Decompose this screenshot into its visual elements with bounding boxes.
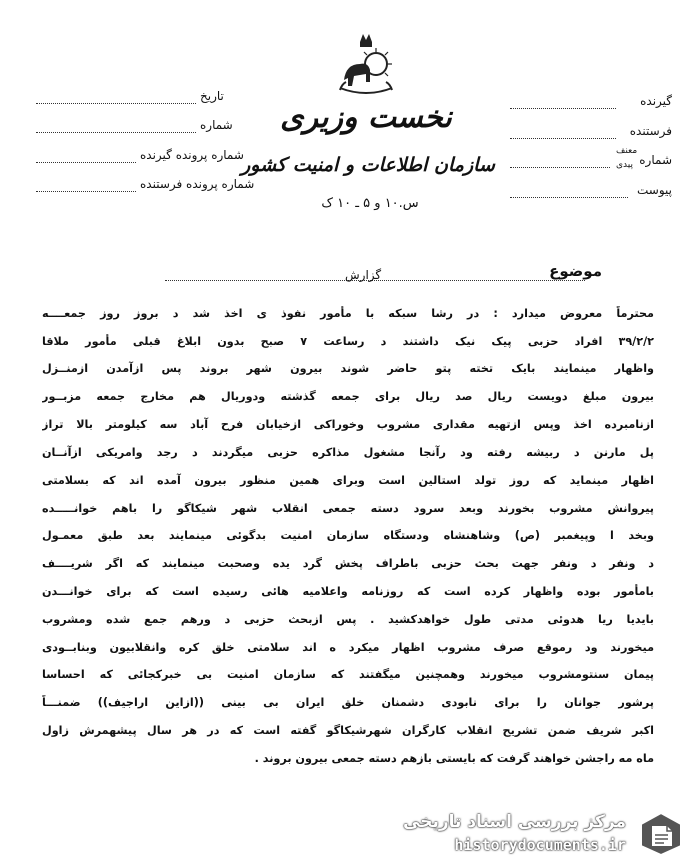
body-line: واظهار مینمایند بایک تخته پتو حاضر شوند بیرون شهر بروند پس ازآمدن ازمنــزل (42, 362, 654, 375)
watermark-url: historydocuments.ir (454, 836, 626, 854)
body-line: بیرون مبلغ دویست ریال صد ریال برای جمعه گذشته ودوریال هم مخارج جمعه مزبــور (42, 390, 654, 403)
field-attachment-line (510, 197, 628, 198)
body-line: بامأمور بوده واظهار کرده است که روزنامه واعلامیه هائی رسیده است که برای خوانـــدن (42, 585, 654, 598)
body-line: ۳۹/۲/۲ افراد حزبی پیک نیک داشتند د رساعت ۷ صبح بدون ابلاغ قبلی مأمور ملاقا (42, 335, 654, 348)
body-line: محترماً معروض میدارد : در رشا سبکه با مأمور نفوذ ی اخذ شد د بروز روز جمعــــه (42, 307, 654, 320)
body-line: ماه مه راجشن خواهند گرفت که بایستی بازهم دسته جمعی بیرون بروند . (254, 752, 654, 765)
field-sender-file-line (36, 191, 136, 192)
body-line: پل مارنن د ربیشه رفته ود رآنجا مشغول مذاکره حزبی میگردند د رجد وامریکی ازآنــان (42, 446, 654, 459)
org-subtitle: سازمان اطلاعات و امنیت کشور (241, 154, 495, 176)
field-number-label: شماره (639, 153, 672, 167)
field-sender-line (510, 138, 616, 139)
body-line: اکبر شریف ضمن تشریح انقلاب کارگران شهرشیکاگو گفته است که در هر سال پیشهمرش زاول (42, 724, 654, 737)
field-date-line (36, 103, 196, 104)
body-line: ازنامبرده اخذ وپس ازتهیه مقداری مشروب وخوراکی ازخیابان فرح آباد سه کیلومتر بالا تراز (42, 418, 654, 431)
field-sender-label: فرستنده (629, 124, 672, 138)
subject-value: گزارش (345, 268, 382, 282)
field-number-serial-top: معنف (616, 146, 638, 156)
body-line: اظهار مینماید که روز تولد استالین است وبرای همین منظور بیرون آمده اند که بسلامتی (42, 474, 654, 487)
body-line: وبخد ا وپیغمبر (ص) وشاهنشاه ودستگاه سازمان امنیت بدگوئی مینمایند بعد طبق معمـول (42, 529, 654, 542)
field-number-serial-bottom: پیدی (616, 160, 633, 170)
field-recipient-file-line (36, 162, 136, 163)
field-recipient-line (510, 108, 616, 109)
body-line: بایدیا ریا هدوئی مدتی طول خواهدکشید . پس ازبحث حزبی د ورهم جمع شده ومشروب (42, 613, 654, 626)
field-number-line (510, 167, 610, 168)
org-title: نخست وزیری (280, 100, 452, 135)
watermark (400, 808, 692, 860)
reference-code: س.۱۰ و ۵ ـ ۱۰ ک (321, 196, 419, 211)
body-line: پرشور جوانان را برای نابودی دشمنان خلق ایران بی بینی ((ازاین اراجیف)) ضمنـــاً (42, 696, 654, 709)
field-recipient-label: گیرنده (640, 94, 672, 108)
body-line: پیروانش مشروب بخورند وبعد سرود دسته جمعی انقلاب شهر شیکاگو را باهم خوانـــــده (42, 502, 654, 515)
watermark-name: مرکز بررسی اسناد تاریخی (403, 812, 626, 832)
field-date-label: تاریخ (200, 89, 224, 103)
field-recipient-file-label: شماره پرونده گیرنده (140, 148, 244, 162)
body-line: د ونفر د ونفر جهت بحث حزبی باطراف پخش گرد یده وصحبت مینمایند که اگر شریــــف (42, 557, 654, 570)
document-archive-logo-icon (634, 810, 688, 858)
subject-label: موضوع (549, 262, 602, 280)
lion-and-sun-emblem-icon (330, 30, 402, 100)
body-line: میخورند ود رموقع صرف مشروب اظهار میکرد ه اند سلامتی خلق کره وانقلابیون وبنابــودی (42, 641, 654, 654)
body-line: پیمان سنتومشروب میخورند وهمچنین میگفتند که سازمان امنیت بی خبرکجائی که احساسا (42, 668, 654, 681)
field-sender-file-label: شماره پرونده فرستنده (140, 177, 255, 191)
field-attachment-label: پیوست (637, 183, 672, 197)
field-doc-number-line (36, 132, 196, 133)
field-doc-number-label: شماره (200, 118, 233, 132)
